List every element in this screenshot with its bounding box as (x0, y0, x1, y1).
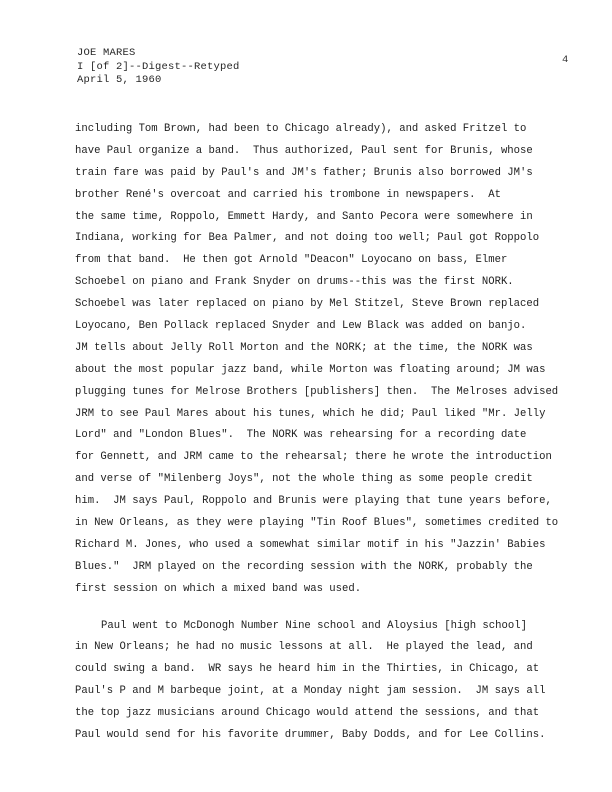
text-line: JM tells about Jelly Roll Morton and the NORK; at the time, the NORK was (75, 341, 533, 354)
text-line: for Gennett, and JRM came to the rehearsal; there he wrote the introduction (75, 451, 552, 464)
text-line: Indiana, working for Bea Palmer, and not doing too well; Paul got Roppolo (75, 232, 540, 245)
text-line: first session on which a mixed band was used. (75, 582, 362, 595)
header-reel-info: I [of 2]--Digest--Retyped (77, 60, 240, 73)
text-line: him. JM says Paul, Roppolo and Brunis were playing that tune years before, (75, 495, 552, 508)
text-line: from that band. He then got Arnold "Deacon" Loyocano on bass, Elmer (75, 254, 508, 267)
document-header (77, 47, 240, 88)
text-line: train fare was paid by Paul's and JM's father; Brunis also borrowed JM's (75, 166, 533, 179)
text-line: in New Orleans; he had no music lessons at all. He played the lead, and (75, 641, 533, 654)
text-line: Schoebel on piano and Frank Snyder on drums--this was the first NORK. (75, 276, 514, 289)
text-line: brother René's overcoat and carried his trombone in newspapers. At (75, 188, 501, 201)
text-line: Schoebel was later replaced on piano by Mel Stitzel, Steve Brown replaced (75, 298, 540, 311)
text-line: Blues." JRM played on the recording session with the NORK, probably the (75, 560, 533, 573)
text-line: JRM to see Paul Mares about his tunes, which he did; Paul liked "Mr. Jelly (75, 407, 546, 420)
paragraph-spacer (75, 601, 565, 616)
text-line: the top jazz musicians around Chicago would attend the sessions, and that (75, 707, 540, 720)
text-line: in New Orleans, as they were playing "Tin Roof Blues", sometimes credited to (75, 517, 559, 530)
document-body (75, 119, 565, 747)
paragraph-2 (75, 616, 565, 747)
text-line: have Paul organize a band. Thus authorized, Paul sent for Brunis, whose (75, 144, 533, 157)
text-line: Lord" and "London Blues". The NORK was rehearsing for a recording date (75, 429, 527, 442)
text-line: and verse of "Milenberg Joys", not the whole thing as some people credit (75, 473, 533, 486)
text-line: Paul's P and M barbeque joint, at a Monday night jam session. JM says all (75, 685, 546, 698)
paragraph-1 (75, 119, 565, 601)
text-line: about the most popular jazz band, while Morton was floating around; JM was (75, 363, 546, 376)
text-line: Paul went to McDonogh Number Nine school and Aloysius [high school] (101, 619, 527, 632)
page-number: 4 (562, 54, 569, 66)
text-line: Richard M. Jones, who used a somewhat similar motif in his "Jazzin' Babies (75, 538, 546, 551)
text-line: Paul would send for his favorite drummer, Baby Dodds, and for Lee Collins. (75, 729, 546, 742)
text-line: Loyocano, Ben Pollack replaced Snyder and Lew Black was added on banjo. (75, 320, 527, 333)
header-date: April 5, 1960 (77, 74, 162, 86)
text-line: plugging tunes for Melrose Brothers [publishers] then. The Melroses advised (75, 385, 559, 398)
text-line: including Tom Brown, had been to Chicago already), and asked Fritzel to (75, 123, 527, 135)
text-line: could swing a band. WR says he heard him in the Thirties, in Chicago, at (75, 663, 540, 676)
header-interviewee-name: JOE MARES (77, 47, 136, 59)
text-line: the same time, Roppolo, Emmett Hardy, and Santo Pecora were somewhere in (75, 210, 533, 223)
